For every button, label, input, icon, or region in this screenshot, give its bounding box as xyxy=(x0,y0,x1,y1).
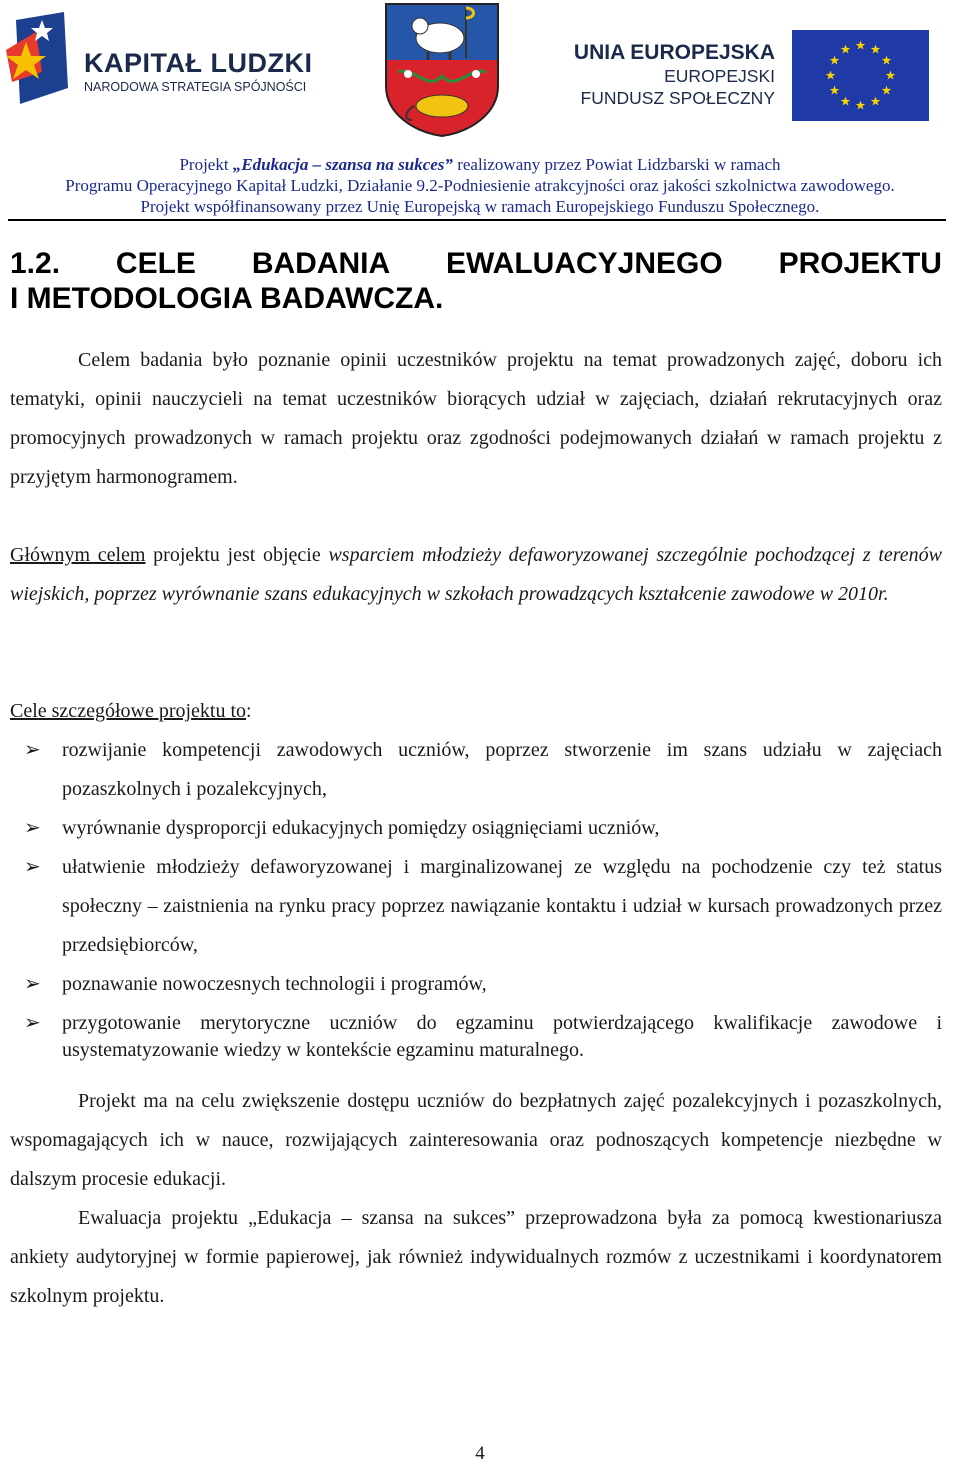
main-goal-text: wsparciem młodzieży defaworyzowanej szczególnie pochodzącej z terenów wiejskich, poprzez wyrównanie szans edukacyjnych w szkołach prowadzących kształcenie zawodowe w 2010r. xyxy=(10,544,943,605)
detailed-goals-label: Cele szczegółowe projektu to xyxy=(10,700,247,722)
detailed-goals-colon: : xyxy=(246,700,252,722)
eu-line-1: UNIA EUROPEJSKA xyxy=(573,41,775,64)
kapital-ludzki-subtitle: NARODOWA STRATEGIA SPÓJNOŚCI xyxy=(84,80,307,94)
section-number: 1.2. xyxy=(10,247,61,280)
heading-word-4: PROJEKTU xyxy=(778,247,942,280)
heading-word-1: CELE xyxy=(115,247,196,280)
list-item-text: rozwijanie kompetencji zawodowych uczniów, poprzez stworzenie im szans udziału w zajęciach pozaszkolnych i pozalekcyjnych, xyxy=(62,739,942,800)
list-item xyxy=(10,965,942,1004)
heading-line-2: I METODOLOGIA BADAWCZA. xyxy=(10,282,444,315)
list-item-text: wyrównanie dysproporcji edukacyjnych pomiędzy osiągnięciami uczniów, xyxy=(62,817,660,839)
header-line-1-pre: Projekt xyxy=(179,155,233,174)
detailed-goals-list xyxy=(10,731,942,1064)
eu-flag-icon xyxy=(792,30,929,121)
list-item xyxy=(10,1004,942,1064)
kapital-ludzki-logo xyxy=(6,12,313,112)
list-item xyxy=(10,731,942,809)
eu-line-2: EUROPEJSKI xyxy=(664,66,775,86)
project-title: „Edukacja – szansa na sukces” xyxy=(232,155,453,174)
main-goal-label: Głównym celem xyxy=(10,544,146,566)
coat-of-arms-icon xyxy=(384,2,500,138)
header-line-2: Programu Operacyjnego Kapitał Ludzki, Działanie 9.2-Podniesienie atrakcyjności oraz jakości szkolnictwa zawodowego. xyxy=(65,176,895,195)
header-line-1 xyxy=(0,154,960,175)
page-number: 4 xyxy=(475,1443,485,1464)
list-item-text: przygotowanie merytoryczne uczniów do egzaminu potwierdzającego kwalifikacje zawodowe i usystematyzowanie wiedzy w kontekście egzaminu maturalnego. xyxy=(62,1012,942,1061)
project-header xyxy=(0,154,960,217)
header-line-1-post: realizowany przez Powiat Lidzbarski w ramach xyxy=(452,155,781,174)
kapital-ludzki-title: KAPITAŁ LUDZKI xyxy=(84,48,313,78)
evaluation-paragraph: Ewaluacja projektu „Edukacja – szansa na sukces” przeprowadzona była za pomocą kwestionariusza ankiety audytoryjnej w formie papierowej, jak również indywidualnych rozmów z uczestnikami i koordynatorem szkolnym projektu. xyxy=(10,1207,942,1307)
intro-paragraph: Celem badania było poznanie opinii uczestników projektu na temat prowadzonych zajęć, doboru ich tematyki, opinii nauczycieli na temat uczestników biorących udział w zajęciach, działań rekrutacyjnych oraz promocyjnych prowadzonych w ramach projektu oraz zgodności podejmowanych działań w ramach projektu z przyjętym harmonogramem. xyxy=(10,349,942,488)
main-goal-mid: projektu jest objęcie xyxy=(145,544,329,566)
heading-word-3: EWALUACYJNEGO xyxy=(446,247,723,280)
arrow-bullet-icon: ➢ xyxy=(24,973,41,995)
header-line-3: Projekt współfinansowany przez Unię Europejską w ramach Europejskiego Funduszu Społecznego. xyxy=(140,197,820,216)
kapital-ludzki-icon xyxy=(6,12,70,108)
heading-word-2: BADANIA xyxy=(251,247,391,280)
header-divider xyxy=(8,219,946,221)
eu-line-3: FUNDUSZ SPOŁECZNY xyxy=(580,88,775,108)
list-item xyxy=(10,809,942,848)
section-heading xyxy=(10,246,942,316)
list-item-text: ułatwienie młodzieży defaworyzowanej i marginalizowanej ze względu na pochodzenie czy też status społeczny – zaistnienia na rynku pracy poprzez nawiązanie kontaktu i udział w kursach prowadzonych przez przedsiębiorców, xyxy=(62,856,942,956)
main-goal-paragraph xyxy=(10,536,942,614)
arrow-bullet-icon: ➢ xyxy=(24,817,41,839)
eu-social-fund-text xyxy=(560,40,775,109)
arrow-bullet-icon: ➢ xyxy=(24,1012,41,1034)
list-item xyxy=(10,848,942,965)
arrow-bullet-icon: ➢ xyxy=(24,856,41,878)
list-item-text: poznawanie nowoczesnych technologii i programów, xyxy=(62,973,487,995)
detailed-goals-label-line xyxy=(10,692,942,731)
arrow-bullet-icon: ➢ xyxy=(24,739,41,761)
access-paragraph: Projekt ma na celu zwiększenie dostępu uczniów do bezpłatnych zajęć pozalekcyjnych i pozaszkolnych, wspomagających ich w nauce, rozwijających zainteresowania oraz podnoszących kompetencje niezbędne w dalszym procesie edukacji. xyxy=(10,1090,942,1190)
